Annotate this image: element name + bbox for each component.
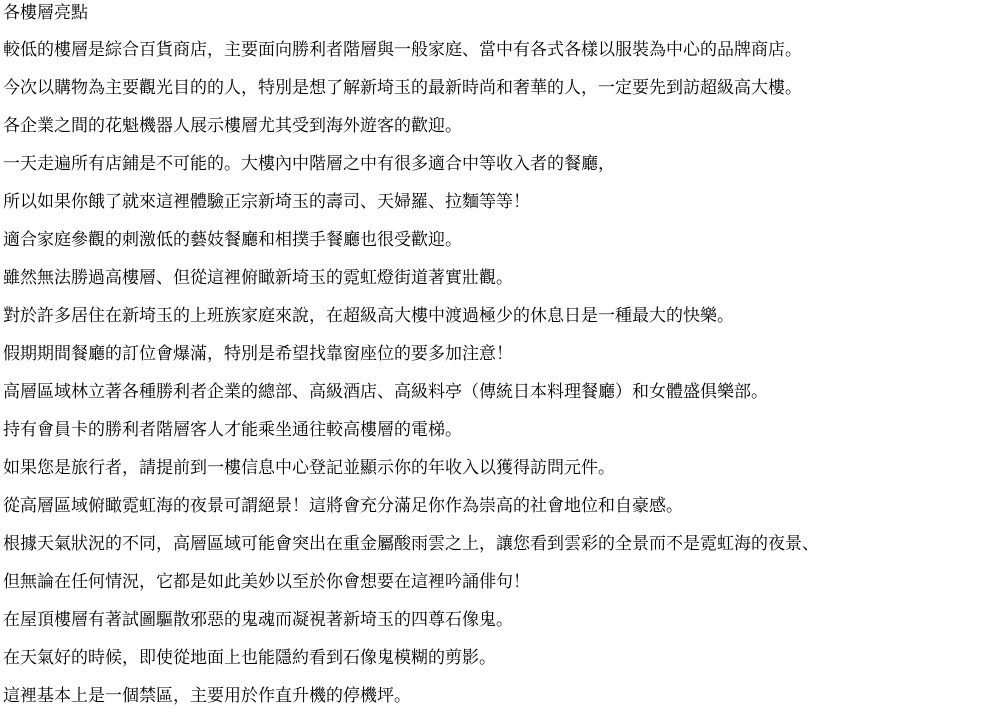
paragraph-line: 適合家庭參觀的刺激低的藝妓餐廳和相撲手餐廳也很受歡迎。 xyxy=(3,230,462,250)
paragraph-line: 高層區域林立著各種勝利者企業的總部、高級酒店、高級料亭（傳統日本料理餐廳）和女體盛俱樂部。 xyxy=(3,382,768,402)
paragraph-line: 在天氣好的時候，即使從地面上也能隱約看到石像鬼模糊的剪影。 xyxy=(3,648,496,668)
paragraph-line: 一天走遍所有店鋪是不可能的。大樓內中階層之中有很多適合中等收入者的餐廳， xyxy=(3,154,615,174)
paragraph-line: 這裡基本上是一個禁區，主要用於作直升機的停機坪。 xyxy=(3,686,411,706)
paragraph-line: 今次以購物為主要觀光目的的人，特別是想了解新埼玉的最新時尚和奢華的人，一定要先到訪超級高大樓。 xyxy=(3,78,802,98)
paragraph-line: 從高層區域俯瞰霓虹海的夜景可謂絕景！這將會充分滿足你作為崇高的社會地位和自豪感。 xyxy=(3,496,683,516)
paragraph-line: 各企業之間的花魁機器人展示樓層尤其受到海外遊客的歡迎。 xyxy=(3,116,462,136)
paragraph-line: 對於許多居住在新埼玉的上班族家庭來說，在超級高大樓中渡過極少的休息日是一種最大的快樂。 xyxy=(3,306,734,326)
paragraph-line: 持有會員卡的勝利者階層客人才能乘坐通往較高樓層的電梯。 xyxy=(3,420,462,440)
paragraph-line: 較低的樓層是綜合百貨商店，主要面向勝利者階層與一般家庭、當中有各式各樣以服裝為中心的品牌商店。 xyxy=(3,40,802,60)
paragraph-line: 雖然無法勝過高樓層、但從這裡俯瞰新埼玉的霓虹燈街道著實壯觀。 xyxy=(3,268,513,288)
paragraph-line: 所以如果你餓了就來這裡體驗正宗新埼玉的壽司、天婦羅、拉麵等等！ xyxy=(3,192,530,212)
paragraph-line: 在屋頂樓層有著試圖驅散邪惡的鬼魂而凝視著新埼玉的四尊石像鬼。 xyxy=(3,610,513,630)
paragraph-line: 但無論在任何情況，它都是如此美妙以至於你會想要在這裡吟誦俳句！ xyxy=(3,572,530,592)
paragraph-line: 如果您是旅行者，請提前到一樓信息中心登記並顯示你的年收入以獲得訪問元件。 xyxy=(3,458,615,478)
document-body xyxy=(3,0,997,715)
paragraph-line: 假期期間餐廳的訂位會爆滿，特別是希望找靠窗座位的要多加注意！ xyxy=(3,344,513,364)
document-title: 各樓層亮點 xyxy=(3,3,88,23)
paragraph-line: 根據天氣狀況的不同，高層區域可能會突出在重金屬酸雨雲之上，讓您看到雲彩的全景而不是霓虹海的夜景、 xyxy=(3,534,819,554)
